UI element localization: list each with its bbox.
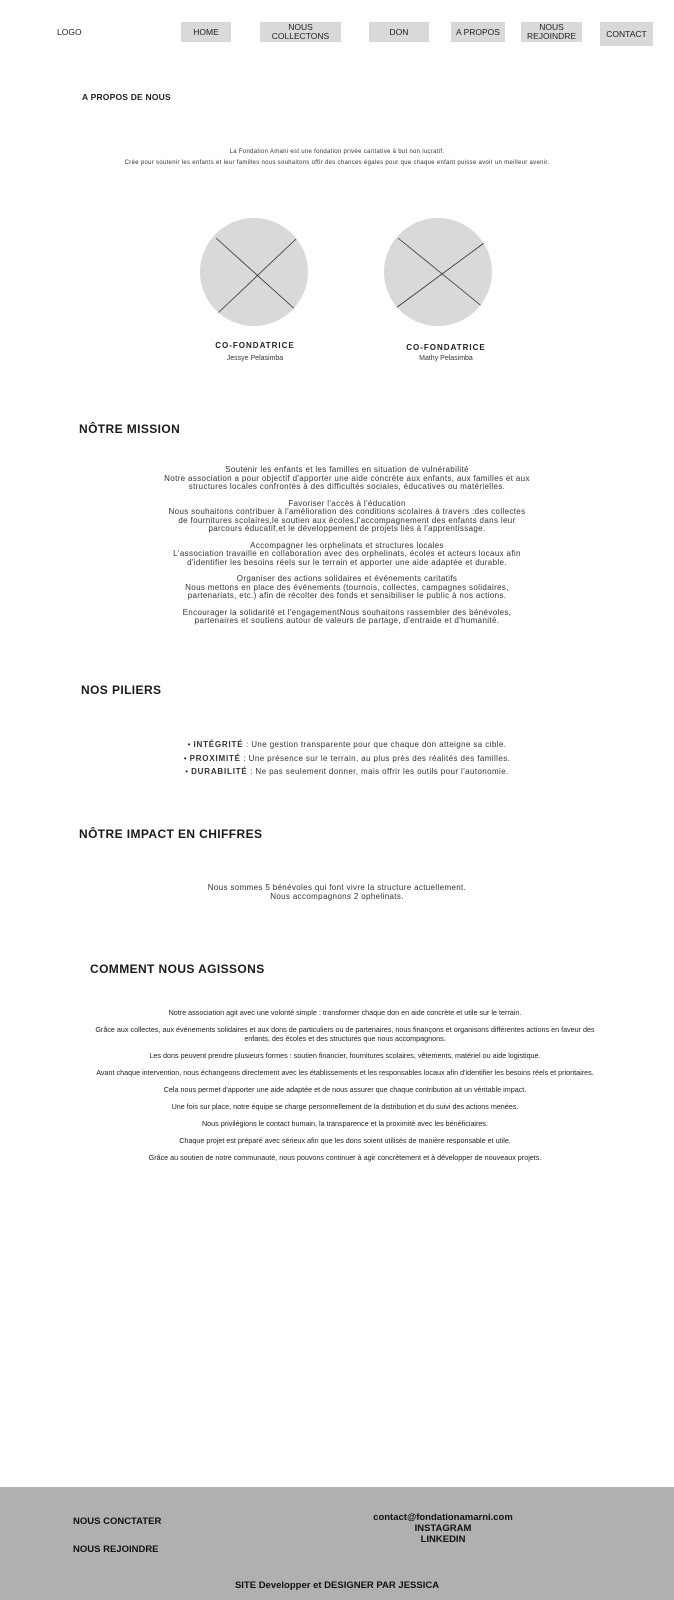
pillars-title: NOS PILIERS xyxy=(81,683,162,697)
nav-don[interactable]: DON xyxy=(369,22,429,42)
mission-line: Encourager la solidarité et l'engagementNous souhaitons rassembler des bénévoles, xyxy=(182,607,512,617)
mission-line: de fournitures scolaires,le soutien aux écoles,l'accompagnement des enfants dans leur xyxy=(178,515,516,525)
footer-join-link[interactable]: NOUS REJOINDRE xyxy=(73,1544,159,1555)
how-title: COMMENT NOUS AGISSONS xyxy=(90,962,265,976)
mission-line: L'association travaille en collaboration avec des orphelinats, écoles et acteurs locaux afin xyxy=(173,549,521,558)
how-paragraph: Grâce aux collectes, aux événements solidaires et aux dons de particuliers ou de partenaires, nous finançons et organisons différentes actions en faveur des enfants, des écoles et des structures que nous accompagnons. xyxy=(95,1025,595,1043)
how-paragraph: Avant chaque intervention, nous échangeons directement avec les établissements et les responsables locaux afin d'identifier les besoins réels et prioritaires. xyxy=(96,1067,594,1077)
founder-photo-placeholder xyxy=(200,218,308,326)
mission-text xyxy=(130,466,564,634)
logo[interactable]: LOGO xyxy=(57,27,82,37)
mission-line: parcours éducatif,et le développement de projets liés à l'apprentissage. xyxy=(208,524,486,533)
nav-a-propos[interactable]: A PROPOS xyxy=(451,22,505,42)
impact-line: Nous sommes 5 bénévoles qui font vivre la structure actuellement. xyxy=(207,883,467,892)
mission-line: Favoriser l'accès à l'éducation xyxy=(288,498,406,508)
how-paragraph: Cela nous permet d'apporter une aide adaptée et de nous assurer que chaque contribution ait un véritable impact. xyxy=(163,1084,527,1094)
impact-line: Nous accompagnons 2 ophelinats. xyxy=(270,892,404,901)
nav-nous-rejoindre[interactable]: NOUS REJOINDRE xyxy=(521,22,582,42)
pillar-item: • DURABILITÉ : Ne pas seulement donner, mais offrir les outils pour l'autonomie. xyxy=(185,767,509,776)
footer-credit: SITE Developper et DESIGNER PAR JESSICA xyxy=(234,1580,440,1591)
founder-name: Jessye Pelasimba xyxy=(226,355,284,362)
pillar-text: : Ne pas seulement donner, mais offrir les outils pour l'autonomie. xyxy=(247,767,509,776)
how-paragraph: Les dons peuvent prendre plusieurs formes : soutien financier, fournitures scolaires, vêtements, matériel ou aide logistique. xyxy=(149,1050,541,1060)
footer-email-link[interactable]: contact@fondationamarni.com xyxy=(373,1512,513,1523)
footer-contact-info xyxy=(313,1512,573,1545)
pillar-item: • INTÉGRITÉ : Une gestion transparente pour que chaque don atteigne sa cible. xyxy=(187,740,507,749)
mission-line: Notre association a pour objectif d'apporter une aide concrète aux enfants, aux familles et aux xyxy=(164,473,530,483)
pillar-name: INTÉGRITÉ xyxy=(193,740,244,749)
mission-line: structures locales confrontés à des difficultés sociales, éducatives ou matérielles. xyxy=(188,482,506,491)
founder-name: Mathy Pelasimba xyxy=(419,355,473,362)
footer-instagram-link[interactable]: INSTAGRAM xyxy=(414,1523,472,1534)
pillar-item: • PROXIMITÉ : Une présence sur le terrain, au plus près des réalités des familles. xyxy=(183,753,511,763)
how-paragraph: Notre association agit avec une volonté simple : transformer chaque don en aide concrète et utile sur le terrain. xyxy=(168,1008,522,1017)
how-paragraph: Chaque projet est préparé avec sérieux afin que les dons soient utilisés de manière responsable et utile. xyxy=(179,1135,511,1145)
intro-line: La Fondation Amani est une fondation privée caritative à but non lucratif. xyxy=(229,149,445,155)
mission-line: Accompagner les orphelinats et structures locales xyxy=(250,540,444,550)
mission-block xyxy=(130,609,564,626)
mission-block xyxy=(130,466,564,492)
intro-line: Crée pour soutenir les enfants et leur familles nous souhaitons offir des chances égales pour que chaque enfant puisse avoir un meilleur avenir. xyxy=(124,160,550,166)
nav-home[interactable]: HOME xyxy=(181,22,231,42)
how-paragraph: Une fois sur place, notre équipe se charge personnellement de la distribution et du suivi des actions menées. xyxy=(171,1101,519,1111)
mission-title: NÔTRE MISSION xyxy=(79,422,181,436)
pillar-text: : Une gestion transparente pour que chaque don atteigne sa cible. xyxy=(243,740,507,749)
pillar-name: PROXIMITÉ xyxy=(189,753,241,763)
founder-role: CO-FONDATRICE xyxy=(406,343,486,352)
mission-line: partenariats, etc.) afin de récolter des fonds et sensibiliser le public à nos actions. xyxy=(187,591,507,600)
image-placeholder-icon xyxy=(384,218,492,326)
how-paragraph: Nous privilégions le contact humain, la transparence et la proximité avec les bénéficiaires. xyxy=(201,1118,489,1128)
mission-line: partenaires et soutiens autour de valeurs de partage, d'entraide et d'humanité. xyxy=(194,616,500,625)
how-text xyxy=(84,1009,606,1171)
about-title: A PROPOS DE NOUS xyxy=(82,92,171,102)
mission-line: Nous mettons en place des événements (tournois, collectes, campagnes solidaires, xyxy=(185,582,509,592)
nav-nous-collectons[interactable]: NOUS COLLECTONS xyxy=(260,22,341,42)
nav-contact[interactable]: CONTACT xyxy=(600,22,653,46)
about-intro xyxy=(0,147,674,169)
pillars-list xyxy=(120,738,574,779)
pillar-name: DURABILITÉ xyxy=(191,767,248,776)
mission-block xyxy=(130,500,564,534)
mission-line: Nous souhaitons contribuer à l'amélioration des conditions scolaires à travers :des collectes xyxy=(168,507,526,516)
mission-line: Organiser des actions solidaires et événements caritatifs xyxy=(236,574,458,583)
impact-text xyxy=(150,883,524,901)
how-paragraph: Grâce au soutien de notre communauté, nous pouvons continuer à agir concrètement et à développer de nouveaux projets. xyxy=(148,1152,542,1162)
mission-block xyxy=(130,542,564,568)
footer-linkedin-link[interactable]: LINKEDIN xyxy=(420,1534,466,1545)
mission-line: Soutenir les enfants et les familles en situation de vulnérabilité xyxy=(225,465,469,474)
founder-photo-placeholder xyxy=(384,218,492,326)
image-placeholder-icon xyxy=(200,218,308,326)
impact-title: NÔTRE IMPACT EN CHIFFRES xyxy=(79,827,263,841)
footer-contact-link[interactable]: NOUS CONCTATER xyxy=(73,1516,162,1527)
founder-role: CO-FONDATRICE xyxy=(215,341,295,350)
mission-line: d'identifier les besoins réels sur le terrain et apporter une aide adaptée et durable. xyxy=(187,557,507,567)
pillar-text: : Une présence sur le terrain, au plus près des réalités des familles. xyxy=(240,753,511,763)
mission-block xyxy=(130,575,564,601)
